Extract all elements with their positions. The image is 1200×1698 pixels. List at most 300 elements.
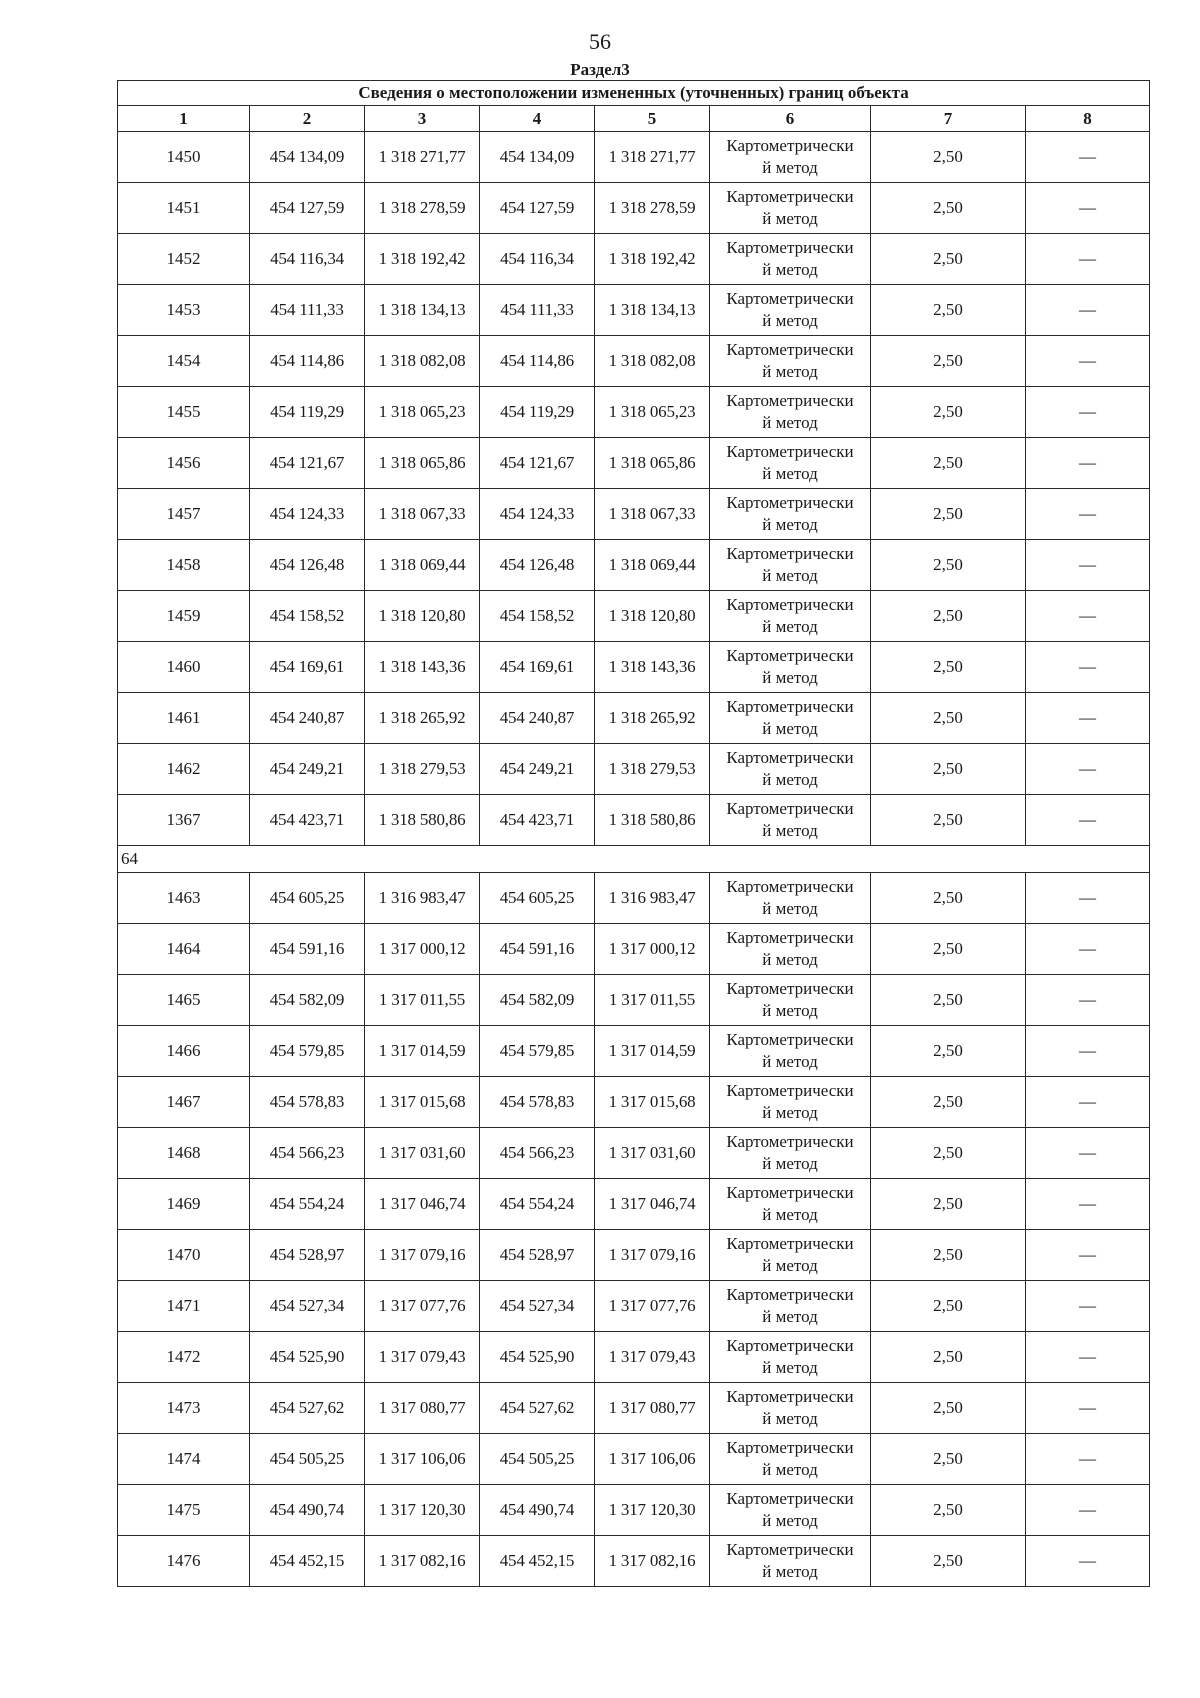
point-id-cell: 1467	[118, 1077, 250, 1128]
point-id-cell: 1473	[118, 1383, 250, 1434]
method-cell	[710, 795, 871, 846]
y-old-cell: 1 317 080,77	[365, 1383, 480, 1434]
boundary-coordinates-table	[117, 80, 1150, 1587]
method-text-line1: Картометрически	[726, 1030, 854, 1049]
accuracy-cell: 2,50	[871, 540, 1026, 591]
method-text-line2: й метод	[762, 1256, 818, 1275]
accuracy-cell: 2,50	[871, 1536, 1026, 1587]
x-old-cell: 454 525,90	[250, 1332, 365, 1383]
table-row	[118, 132, 1150, 183]
x-new-cell: 454 566,23	[480, 1128, 595, 1179]
column-number: 5	[595, 106, 710, 132]
x-old-cell: 454 158,52	[250, 591, 365, 642]
method-text-line1: Картометрически	[726, 1438, 854, 1457]
method-cell	[710, 1383, 871, 1434]
table-row	[118, 1026, 1150, 1077]
note-cell: —	[1026, 540, 1150, 591]
x-new-cell: 454 158,52	[480, 591, 595, 642]
point-id-cell: 1456	[118, 438, 250, 489]
method-text-line2: й метод	[762, 1511, 818, 1530]
accuracy-cell: 2,50	[871, 1026, 1026, 1077]
accuracy-cell: 2,50	[871, 924, 1026, 975]
table-row	[118, 285, 1150, 336]
method-cell	[710, 1281, 871, 1332]
column-number: 3	[365, 106, 480, 132]
accuracy-cell: 2,50	[871, 285, 1026, 336]
method-text-line1: Картометрически	[726, 799, 854, 818]
x-old-cell: 454 240,87	[250, 693, 365, 744]
method-text-line1: Картометрически	[726, 493, 854, 512]
point-id-cell: 1461	[118, 693, 250, 744]
y-old-cell: 1 317 031,60	[365, 1128, 480, 1179]
y-new-cell: 1 317 106,06	[595, 1434, 710, 1485]
point-id-cell: 1451	[118, 183, 250, 234]
method-text-line2: й метод	[762, 668, 818, 687]
method-text-line1: Картометрически	[726, 1285, 854, 1304]
method-cell	[710, 1230, 871, 1281]
method-cell	[710, 1434, 871, 1485]
x-old-cell: 454 505,25	[250, 1434, 365, 1485]
method-text-line2: й метод	[762, 770, 818, 789]
method-text-line2: й метод	[762, 311, 818, 330]
accuracy-cell: 2,50	[871, 438, 1026, 489]
point-id-cell: 1452	[118, 234, 250, 285]
table-row	[118, 1230, 1150, 1281]
x-new-cell: 454 528,97	[480, 1230, 595, 1281]
x-new-cell: 454 605,25	[480, 873, 595, 924]
column-number: 1	[118, 106, 250, 132]
y-old-cell: 1 318 265,92	[365, 693, 480, 744]
method-cell	[710, 1128, 871, 1179]
note-cell: —	[1026, 873, 1150, 924]
y-new-cell: 1 317 046,74	[595, 1179, 710, 1230]
y-old-cell: 1 318 278,59	[365, 183, 480, 234]
note-cell: —	[1026, 1077, 1150, 1128]
table-caption: Сведения о местоположении измененных (уточненных) границ объекта	[118, 81, 1150, 106]
table-row	[118, 183, 1150, 234]
y-old-cell: 1 317 077,76	[365, 1281, 480, 1332]
x-old-cell: 454 169,61	[250, 642, 365, 693]
method-text-line2: й метод	[762, 899, 818, 918]
x-new-cell: 454 127,59	[480, 183, 595, 234]
table-row	[118, 975, 1150, 1026]
table-row	[118, 234, 1150, 285]
table-row	[118, 1077, 1150, 1128]
x-new-cell: 454 582,09	[480, 975, 595, 1026]
method-text-line1: Картометрически	[726, 238, 854, 257]
point-id-cell: 1367	[118, 795, 250, 846]
method-text-line2: й метод	[762, 821, 818, 840]
point-id-cell: 1475	[118, 1485, 250, 1536]
table-row	[118, 387, 1150, 438]
y-old-cell: 1 317 079,43	[365, 1332, 480, 1383]
accuracy-cell: 2,50	[871, 132, 1026, 183]
x-new-cell: 454 111,33	[480, 285, 595, 336]
y-old-cell: 1 317 014,59	[365, 1026, 480, 1077]
table-body	[118, 81, 1150, 1587]
method-cell	[710, 924, 871, 975]
x-old-cell: 454 578,83	[250, 1077, 365, 1128]
table-row	[118, 1383, 1150, 1434]
x-new-cell: 454 114,86	[480, 336, 595, 387]
accuracy-cell: 2,50	[871, 693, 1026, 744]
x-old-cell: 454 119,29	[250, 387, 365, 438]
table-row	[118, 591, 1150, 642]
table-row	[118, 540, 1150, 591]
method-text-line1: Картометрически	[726, 187, 854, 206]
column-number-row	[118, 106, 1150, 132]
x-new-cell: 454 579,85	[480, 1026, 595, 1077]
method-cell	[710, 1077, 871, 1128]
x-old-cell: 454 582,09	[250, 975, 365, 1026]
table-row	[118, 438, 1150, 489]
x-new-cell: 454 591,16	[480, 924, 595, 975]
accuracy-cell: 2,50	[871, 1332, 1026, 1383]
x-old-cell: 454 114,86	[250, 336, 365, 387]
table-row	[118, 1128, 1150, 1179]
method-cell	[710, 336, 871, 387]
table-row	[118, 873, 1150, 924]
point-id-cell: 1458	[118, 540, 250, 591]
y-old-cell: 1 317 015,68	[365, 1077, 480, 1128]
note-cell: —	[1026, 1179, 1150, 1230]
method-text-line1: Картометрически	[726, 646, 854, 665]
y-new-cell: 1 318 065,86	[595, 438, 710, 489]
y-new-cell: 1 318 065,23	[595, 387, 710, 438]
accuracy-cell: 2,50	[871, 591, 1026, 642]
x-old-cell: 454 579,85	[250, 1026, 365, 1077]
method-text-line1: Картометрически	[726, 1489, 854, 1508]
method-text-line2: й метод	[762, 617, 818, 636]
method-text-line2: й метод	[762, 566, 818, 585]
y-old-cell: 1 318 143,36	[365, 642, 480, 693]
y-new-cell: 1 318 271,77	[595, 132, 710, 183]
method-text-line1: Картометрически	[726, 289, 854, 308]
accuracy-cell: 2,50	[871, 1230, 1026, 1281]
y-new-cell: 1 317 079,16	[595, 1230, 710, 1281]
note-cell: —	[1026, 1332, 1150, 1383]
point-id-cell: 1476	[118, 1536, 250, 1587]
x-old-cell: 454 423,71	[250, 795, 365, 846]
method-text-line1: Картометрически	[726, 544, 854, 563]
y-new-cell: 1 318 120,80	[595, 591, 710, 642]
note-cell: —	[1026, 1281, 1150, 1332]
y-old-cell: 1 317 000,12	[365, 924, 480, 975]
x-new-cell: 454 490,74	[480, 1485, 595, 1536]
x-old-cell: 454 127,59	[250, 183, 365, 234]
point-id-cell: 1464	[118, 924, 250, 975]
method-cell	[710, 975, 871, 1026]
note-cell: —	[1026, 336, 1150, 387]
point-id-cell: 1462	[118, 744, 250, 795]
method-text-line1: Картометрически	[726, 442, 854, 461]
method-cell	[710, 132, 871, 183]
note-cell: —	[1026, 975, 1150, 1026]
method-cell	[710, 1332, 871, 1383]
method-text-line2: й метод	[762, 413, 818, 432]
method-text-line2: й метод	[762, 362, 818, 381]
point-id-cell: 1470	[118, 1230, 250, 1281]
accuracy-cell: 2,50	[871, 795, 1026, 846]
note-cell: —	[1026, 1485, 1150, 1536]
x-old-cell: 454 249,21	[250, 744, 365, 795]
note-cell: —	[1026, 1230, 1150, 1281]
method-cell	[710, 873, 871, 924]
method-text-line2: й метод	[762, 1103, 818, 1122]
table-row	[118, 693, 1150, 744]
y-old-cell: 1 318 069,44	[365, 540, 480, 591]
x-old-cell: 454 591,16	[250, 924, 365, 975]
y-old-cell: 1 317 046,74	[365, 1179, 480, 1230]
method-cell	[710, 1485, 871, 1536]
method-text-line1: Картометрически	[726, 136, 854, 155]
point-id-cell: 1457	[118, 489, 250, 540]
table-row	[118, 1332, 1150, 1383]
point-id-cell: 1474	[118, 1434, 250, 1485]
method-cell	[710, 489, 871, 540]
method-cell	[710, 1179, 871, 1230]
method-text-line2: й метод	[762, 719, 818, 738]
x-old-cell: 454 528,97	[250, 1230, 365, 1281]
x-old-cell: 454 490,74	[250, 1485, 365, 1536]
accuracy-cell: 2,50	[871, 1281, 1026, 1332]
method-text-line1: Картометрически	[726, 928, 854, 947]
y-new-cell: 1 318 069,44	[595, 540, 710, 591]
method-text-line1: Картометрически	[726, 1336, 854, 1355]
y-old-cell: 1 318 120,80	[365, 591, 480, 642]
boundary-table-container	[117, 80, 1150, 1587]
method-cell	[710, 387, 871, 438]
group-label-row	[118, 846, 1150, 873]
point-id-cell: 1463	[118, 873, 250, 924]
y-new-cell: 1 318 082,08	[595, 336, 710, 387]
note-cell: —	[1026, 285, 1150, 336]
method-text-line1: Картометрически	[726, 1234, 854, 1253]
accuracy-cell: 2,50	[871, 1077, 1026, 1128]
note-cell: —	[1026, 693, 1150, 744]
note-cell: —	[1026, 1383, 1150, 1434]
y-new-cell: 1 318 278,59	[595, 183, 710, 234]
accuracy-cell: 2,50	[871, 1128, 1026, 1179]
table-row	[118, 1179, 1150, 1230]
y-new-cell: 1 317 031,60	[595, 1128, 710, 1179]
y-old-cell: 1 318 082,08	[365, 336, 480, 387]
method-cell	[710, 744, 871, 795]
point-id-cell: 1450	[118, 132, 250, 183]
method-text-line2: й метод	[762, 158, 818, 177]
x-new-cell: 454 134,09	[480, 132, 595, 183]
x-old-cell: 454 116,34	[250, 234, 365, 285]
accuracy-cell: 2,50	[871, 489, 1026, 540]
column-number: 8	[1026, 106, 1150, 132]
table-row	[118, 1434, 1150, 1485]
table-row	[118, 336, 1150, 387]
method-cell	[710, 540, 871, 591]
table-caption-row	[118, 81, 1150, 106]
column-number: 6	[710, 106, 871, 132]
method-text-line1: Картометрически	[726, 1387, 854, 1406]
note-cell: —	[1026, 183, 1150, 234]
x-new-cell: 454 525,90	[480, 1332, 595, 1383]
note-cell: —	[1026, 1434, 1150, 1485]
point-id-cell: 1454	[118, 336, 250, 387]
x-new-cell: 454 249,21	[480, 744, 595, 795]
note-cell: —	[1026, 438, 1150, 489]
point-id-cell: 1468	[118, 1128, 250, 1179]
method-text-line2: й метод	[762, 464, 818, 483]
point-id-cell: 1469	[118, 1179, 250, 1230]
method-text-line2: й метод	[762, 950, 818, 969]
method-text-line2: й метод	[762, 1154, 818, 1173]
method-text-line1: Картометрически	[726, 595, 854, 614]
accuracy-cell: 2,50	[871, 1383, 1026, 1434]
column-number: 4	[480, 106, 595, 132]
point-id-cell: 1453	[118, 285, 250, 336]
note-cell: —	[1026, 132, 1150, 183]
point-id-cell: 1471	[118, 1281, 250, 1332]
x-new-cell: 454 452,15	[480, 1536, 595, 1587]
x-new-cell: 454 423,71	[480, 795, 595, 846]
point-id-cell: 1459	[118, 591, 250, 642]
x-new-cell: 454 124,33	[480, 489, 595, 540]
method-text-line1: Картометрически	[726, 979, 854, 998]
y-old-cell: 1 318 192,42	[365, 234, 480, 285]
y-old-cell: 1 317 079,16	[365, 1230, 480, 1281]
accuracy-cell: 2,50	[871, 975, 1026, 1026]
group-label: 64	[118, 846, 1150, 873]
y-old-cell: 1 317 082,16	[365, 1536, 480, 1587]
method-cell	[710, 183, 871, 234]
method-text-line1: Картометрически	[726, 340, 854, 359]
x-new-cell: 454 554,24	[480, 1179, 595, 1230]
x-old-cell: 454 126,48	[250, 540, 365, 591]
y-old-cell: 1 318 065,23	[365, 387, 480, 438]
y-new-cell: 1 318 192,42	[595, 234, 710, 285]
x-new-cell: 454 505,25	[480, 1434, 595, 1485]
x-new-cell: 454 527,34	[480, 1281, 595, 1332]
method-cell	[710, 438, 871, 489]
table-row	[118, 744, 1150, 795]
point-id-cell: 1465	[118, 975, 250, 1026]
y-new-cell: 1 317 015,68	[595, 1077, 710, 1128]
y-new-cell: 1 318 067,33	[595, 489, 710, 540]
y-new-cell: 1 318 279,53	[595, 744, 710, 795]
y-new-cell: 1 318 265,92	[595, 693, 710, 744]
accuracy-cell: 2,50	[871, 873, 1026, 924]
point-id-cell: 1455	[118, 387, 250, 438]
note-cell: —	[1026, 591, 1150, 642]
note-cell: —	[1026, 642, 1150, 693]
accuracy-cell: 2,50	[871, 1485, 1026, 1536]
y-new-cell: 1 317 000,12	[595, 924, 710, 975]
y-old-cell: 1 318 067,33	[365, 489, 480, 540]
point-id-cell: 1466	[118, 1026, 250, 1077]
method-cell	[710, 693, 871, 744]
method-text-line2: й метод	[762, 1358, 818, 1377]
note-cell: —	[1026, 489, 1150, 540]
column-number: 7	[871, 106, 1026, 132]
y-old-cell: 1 318 065,86	[365, 438, 480, 489]
x-old-cell: 454 527,62	[250, 1383, 365, 1434]
x-new-cell: 454 121,67	[480, 438, 595, 489]
y-old-cell: 1 317 106,06	[365, 1434, 480, 1485]
y-old-cell: 1 318 134,13	[365, 285, 480, 336]
note-cell: —	[1026, 1128, 1150, 1179]
method-text-line2: й метод	[762, 515, 818, 534]
accuracy-cell: 2,50	[871, 336, 1026, 387]
accuracy-cell: 2,50	[871, 642, 1026, 693]
x-new-cell: 454 240,87	[480, 693, 595, 744]
table-row	[118, 1281, 1150, 1332]
table-row	[118, 924, 1150, 975]
y-old-cell: 1 318 279,53	[365, 744, 480, 795]
method-cell	[710, 591, 871, 642]
method-cell	[710, 1536, 871, 1587]
note-cell: —	[1026, 1026, 1150, 1077]
y-new-cell: 1 318 580,86	[595, 795, 710, 846]
method-text-line1: Картометрически	[726, 748, 854, 767]
note-cell: —	[1026, 924, 1150, 975]
x-old-cell: 454 134,09	[250, 132, 365, 183]
y-old-cell: 1 318 271,77	[365, 132, 480, 183]
method-text-line1: Картометрически	[726, 1081, 854, 1100]
method-text-line2: й метод	[762, 209, 818, 228]
x-new-cell: 454 169,61	[480, 642, 595, 693]
point-id-cell: 1472	[118, 1332, 250, 1383]
method-text-line2: й метод	[762, 1001, 818, 1020]
table-row	[118, 795, 1150, 846]
method-text-line1: Картометрически	[726, 391, 854, 410]
method-text-line1: Картометрически	[726, 1183, 854, 1202]
method-text-line2: й метод	[762, 260, 818, 279]
accuracy-cell: 2,50	[871, 1179, 1026, 1230]
y-new-cell: 1 317 080,77	[595, 1383, 710, 1434]
accuracy-cell: 2,50	[871, 234, 1026, 285]
y-new-cell: 1 318 134,13	[595, 285, 710, 336]
y-old-cell: 1 317 011,55	[365, 975, 480, 1026]
section-title: Раздел3	[570, 60, 630, 79]
x-new-cell: 454 527,62	[480, 1383, 595, 1434]
method-cell	[710, 234, 871, 285]
method-text-line2: й метод	[762, 1409, 818, 1428]
note-cell: —	[1026, 1536, 1150, 1587]
method-text-line2: й метод	[762, 1460, 818, 1479]
table-row	[118, 1536, 1150, 1587]
method-text-line2: й метод	[762, 1205, 818, 1224]
y-new-cell: 1 317 077,76	[595, 1281, 710, 1332]
x-old-cell: 454 554,24	[250, 1179, 365, 1230]
table-row	[118, 642, 1150, 693]
method-text-line1: Картометрически	[726, 877, 854, 896]
y-new-cell: 1 317 120,30	[595, 1485, 710, 1536]
x-new-cell: 454 578,83	[480, 1077, 595, 1128]
table-row	[118, 489, 1150, 540]
x-old-cell: 454 452,15	[250, 1536, 365, 1587]
x-new-cell: 454 116,34	[480, 234, 595, 285]
x-old-cell: 454 527,34	[250, 1281, 365, 1332]
point-id-cell: 1460	[118, 642, 250, 693]
accuracy-cell: 2,50	[871, 1434, 1026, 1485]
method-cell	[710, 642, 871, 693]
x-old-cell: 454 605,25	[250, 873, 365, 924]
y-old-cell: 1 317 120,30	[365, 1485, 480, 1536]
column-number: 2	[250, 106, 365, 132]
method-cell	[710, 285, 871, 336]
method-text-line1: Картометрически	[726, 697, 854, 716]
y-old-cell: 1 318 580,86	[365, 795, 480, 846]
method-text-line2: й метод	[762, 1052, 818, 1071]
y-new-cell: 1 317 082,16	[595, 1536, 710, 1587]
